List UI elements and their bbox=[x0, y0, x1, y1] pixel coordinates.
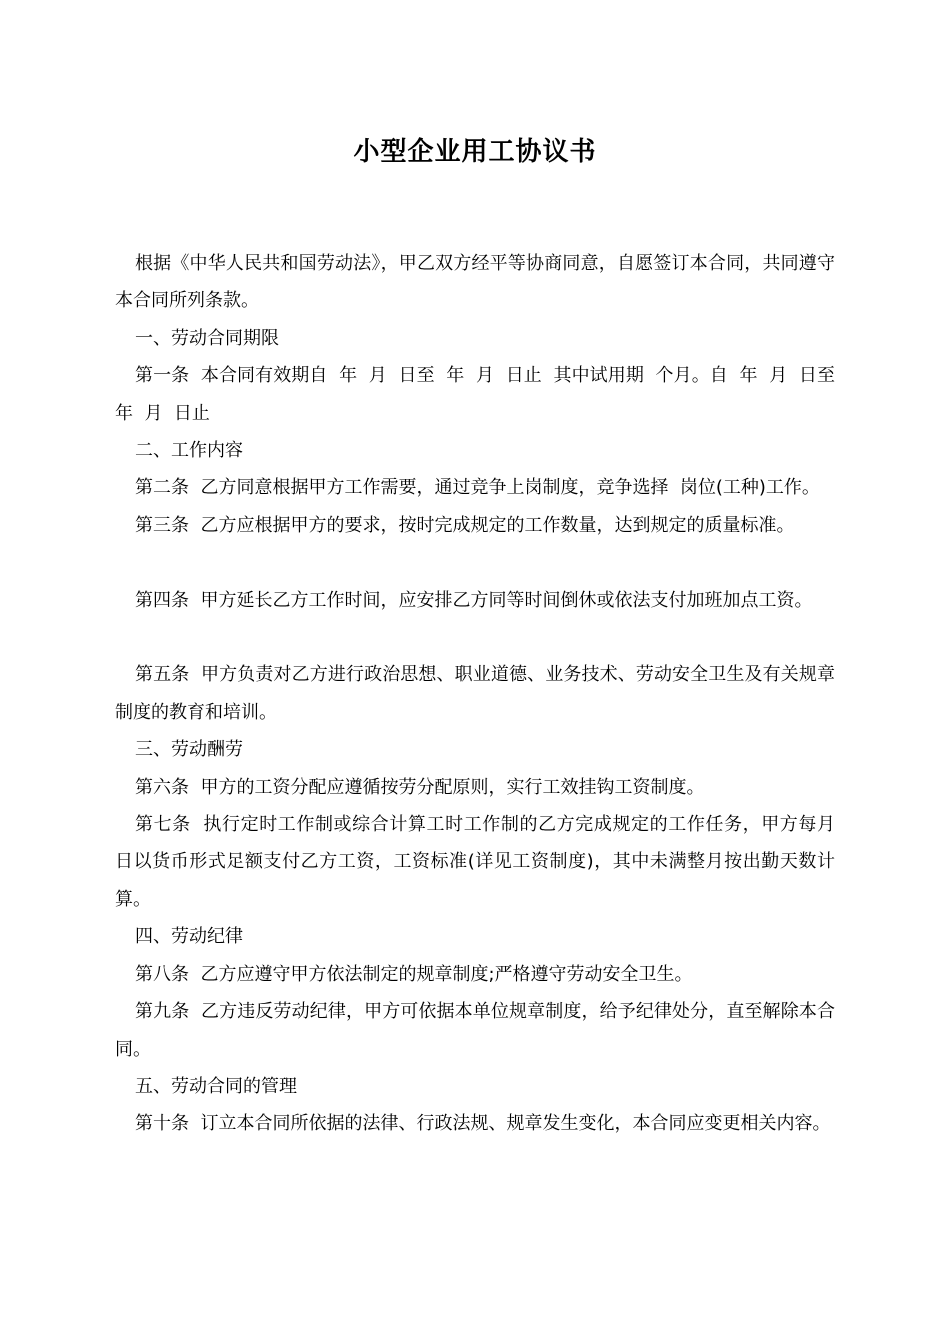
document-title: 小型企业用工协议书 bbox=[353, 137, 597, 167]
document-body bbox=[115, 245, 847, 1143]
section-heading-2: 二、工作内容 bbox=[135, 440, 243, 462]
clause-1: 第一条 本合同有效期自 年 月 日至 年 月 日止 其中试用期 个月。自 年 月 日至 年 月 日止 bbox=[115, 365, 847, 424]
clause-2: 第二条 乙方同意根据甲方工作需要，通过竞争上岗制度，竞争选择 岗位(工种)工作。 bbox=[135, 477, 820, 499]
clause-9: 第九条 乙方违反劳动纪律，甲方可依据本单位规章制度，给予纪律处分，直至解除本合同。 bbox=[115, 1001, 835, 1060]
clause-7: 第七条 执行定时工作制或综合计算工时工作制的乙方完成规定的工作任务，甲方每月 日以货币形式足额支付乙方工资，工资标准(详见工资制度)，其中未满整月按出勤天数计算。 bbox=[115, 814, 847, 910]
section-heading-5: 五、劳动合同的管理 bbox=[135, 1075, 297, 1097]
clause-5: 第五条 甲方负责对乙方进行政治思想、职业道德、业务技术、劳动安全卫生及有关规章制度的教育和培训。 bbox=[115, 664, 835, 723]
paragraph-preamble: 根据《中华人民共和国劳动法》，甲乙双方经平等协商同意，自愿签订本合同，共同遵守本合同所列条款。 bbox=[115, 253, 835, 312]
clause-3: 第三条 乙方应根据甲方的要求，按时完成规定的工作数量，达到规定的质量标准。 bbox=[135, 514, 795, 536]
section-heading-3: 三、劳动酬劳 bbox=[135, 739, 243, 761]
blank-line bbox=[115, 619, 835, 656]
section-heading-1: 一、劳动合同期限 bbox=[135, 327, 279, 349]
clause-6: 第六条 甲方的工资分配应遵循按劳分配原则，实行工效挂钩工资制度。 bbox=[135, 776, 705, 798]
clause-10: 第十条 订立本合同所依据的法律、行政法规、规章发生变化，本合同应变更相关内容。 bbox=[135, 1113, 831, 1135]
section-heading-4: 四、劳动纪律 bbox=[135, 926, 243, 948]
blank-line bbox=[115, 544, 835, 581]
clause-4: 第四条 甲方延长乙方工作时间，应安排乙方同等时间倒休或依法支付加班加点工资。 bbox=[135, 589, 813, 611]
clause-8: 第八条 乙方应遵守甲方依法制定的规章制度;严格遵守劳动安全卫生。 bbox=[135, 963, 693, 985]
